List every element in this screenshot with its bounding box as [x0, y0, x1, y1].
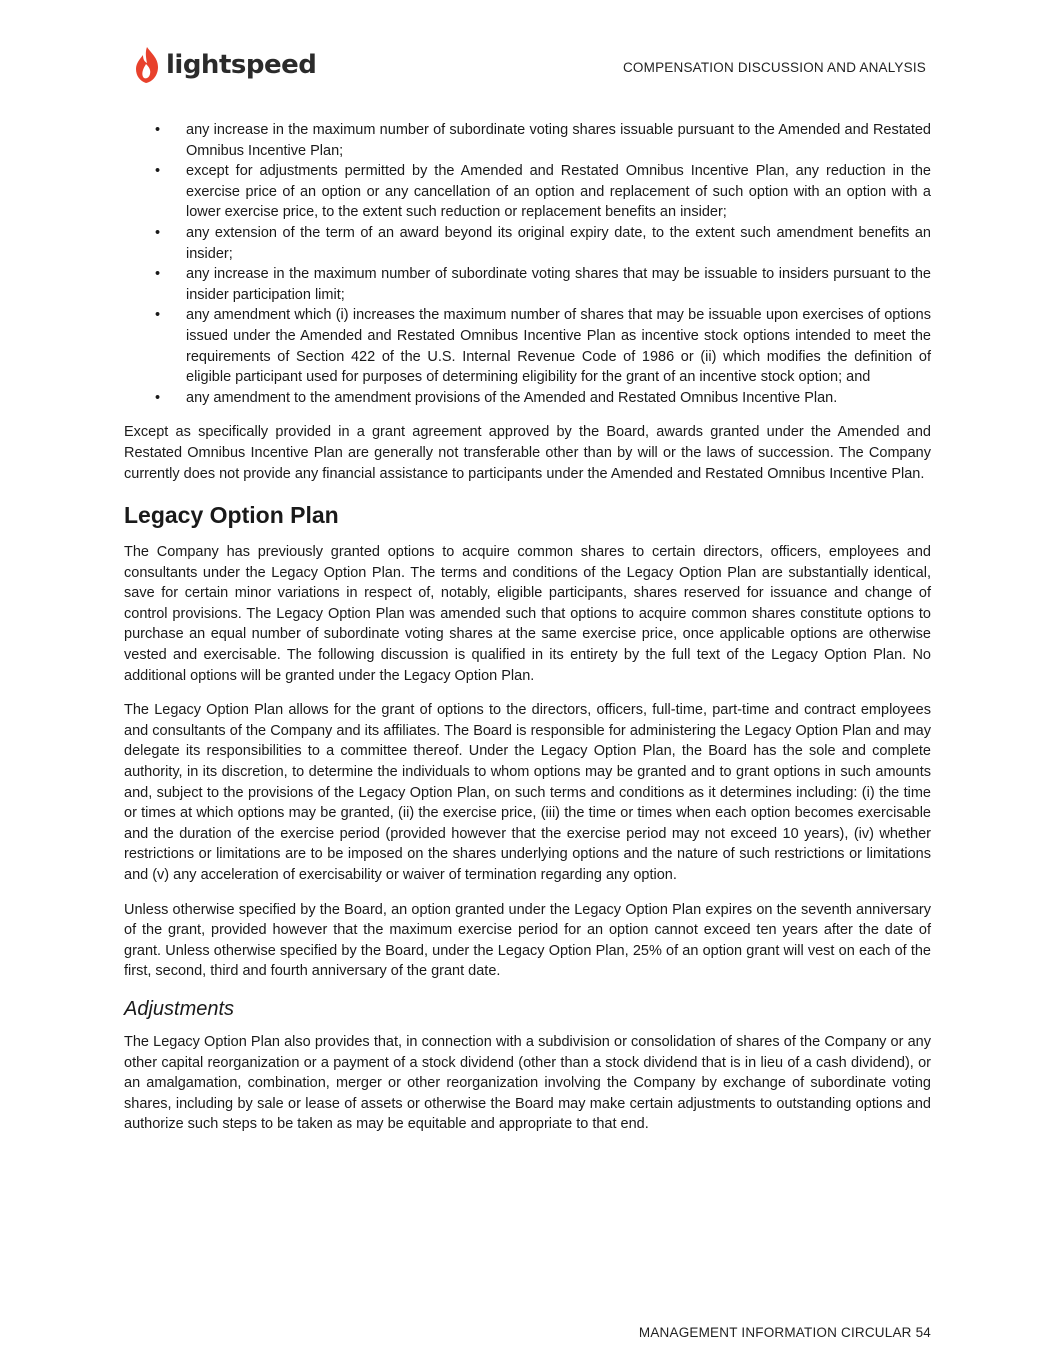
list-item: • any increase in the maximum number of subordinate voting shares that may be issuable to insiders pursuant to the insider participation limit; [155, 266, 931, 303]
bullet-marker: • [155, 163, 161, 180]
lightspeed-logo [134, 46, 316, 84]
brand-name: lightspeed [166, 50, 317, 80]
bullet-marker: • [155, 122, 161, 138]
list-item: • any amendment to the amendment provisions of the Amended and Restated Omnibus Incentive Plan. [124, 388, 931, 409]
section-heading-legacy-option-plan: Legacy Option Plan [124, 502, 339, 529]
footer-page-label: MANAGEMENT INFORMATION CIRCULAR 54 [638, 1325, 931, 1340]
header-section-title: COMPENSATION DISCUSSION AND ANALYSIS [622, 60, 926, 75]
bullet-marker: • [155, 307, 161, 324]
list-item: • any extension of the term of an award beyond its original expiry date, to the extent such amendment benefits an insider; [155, 224, 931, 262]
body-paragraph: The Legacy Option Plan also provides that, in connection with a subdivision or consolidation of shares of the Company or any other capital reorganization or a payment of a stock dividend (other than a stock dividend that is in lieu of a cash dividend), or an amalgamation, combination, merger or other reorganization involving the Company by exchange of subordinate voting shares, including by sale or lease of assets or otherwise the Board may make certain adjustments to outstanding options and authorize such steps to be taken as may be equitable and appropriate to that end. [124, 1033, 931, 1133]
amendment-bullet-list [124, 120, 931, 408]
page-content [124, 120, 931, 1135]
body-paragraph: Unless otherwise specified by the Board, an option granted under the Legacy Option Plan expires on the seventh anniversary of the grant, provided however that the maximum exercise period for an option cannot exceed ten years after the date of grant. Unless otherwise specified by the Board, under the Legacy Option Plan, 25% of an option grant will vest on each of the first, second, third and fourth anniversary of the grant date. [124, 901, 931, 980]
subsection-heading-adjustments: Adjustments [124, 997, 235, 1020]
list-item: • any increase in the maximum number of subordinate voting shares issuable pursuant to the Amended and Restated Omnibus Incentive Plan; [155, 122, 931, 159]
transferability-paragraph: Except as specifically provided in a grant agreement approved by the Board, awards granted under the Amended and Restated Omnibus Incentive Plan are generally not transferable other than by will or the laws of succession. The Company currently does not provide any financial assistance to participants under the Amended and Restated Omnibus Incentive Plan. [124, 424, 931, 482]
bullet-marker: • [155, 224, 161, 241]
body-paragraph: The Legacy Option Plan allows for the grant of options to the directors, officers, full-time, part-time and contract employees and consultants of the Company and its affiliates. The Board is responsible for administering the Legacy Option Plan and may delegate its responsibilities to a committee thereof. Under the Legacy Option Plan, the Board has the sole and complete authority, in its discretion, to determine the individuals to whom options may be granted and to grant options in such amounts and, subject to the provisions of the Legacy Option Plan, on such terms and conditions as it determines including: (i) the time or times at which options may be granted, (ii) the exercise price, (iii) the time or times when each option becomes exercisable and the duration of the exercise period (provided however that the exercise period may not exceed 10 years), (iv) whether restrictions or limitations are to be imposed on the shares underlying options and the nature of such restrictions or limitations and (v) any acceleration of exercisability or waiver of termination regarding any option. [124, 702, 931, 883]
bullet-marker: • [155, 389, 161, 406]
list-item: • except for adjustments permitted by the Amended and Restated Omnibus Incentive Plan, any reduction in the exercise price of an option or any cancellation of an option and replacement of such option with an option with a lower exercise price, to the extent such reduction or replacement benefits an insider; [155, 163, 931, 221]
bullet-marker: • [155, 266, 161, 283]
list-item: • any amendment which (i) increases the maximum number of shares that may be issuable upon exercises of options issued under the Amended and Restated Omnibus Incentive Plan as incentive stock options intended to meet the requirements of Section 422 of the U.S. Internal Revenue Code of 1986 or (ii) which modifies the definition of eligible participant used for purposes of determining eligibility for the grant of an incentive stock option; and [155, 307, 931, 386]
body-paragraph: The Company has previously granted options to acquire common shares to certain directors, officers, employees and consultants under the Legacy Option Plan. The terms and conditions of the Legacy Option Plan are substantially identical, save for certain minor variations in respect of, notably, eligible participants, shares reserved for issuance and change of control provisions. The Legacy Option Plan was amended such that options to acquire common shares constitute options to purchase an equal number of subordinate voting shares at the same exercise price, once applicable options are otherwise vested and exercisable. The following discussion is qualified in its entirety by the full text of the Legacy Option Plan. No additional options will be granted under the Legacy Option Plan. [124, 544, 931, 684]
flame-icon [134, 46, 162, 84]
